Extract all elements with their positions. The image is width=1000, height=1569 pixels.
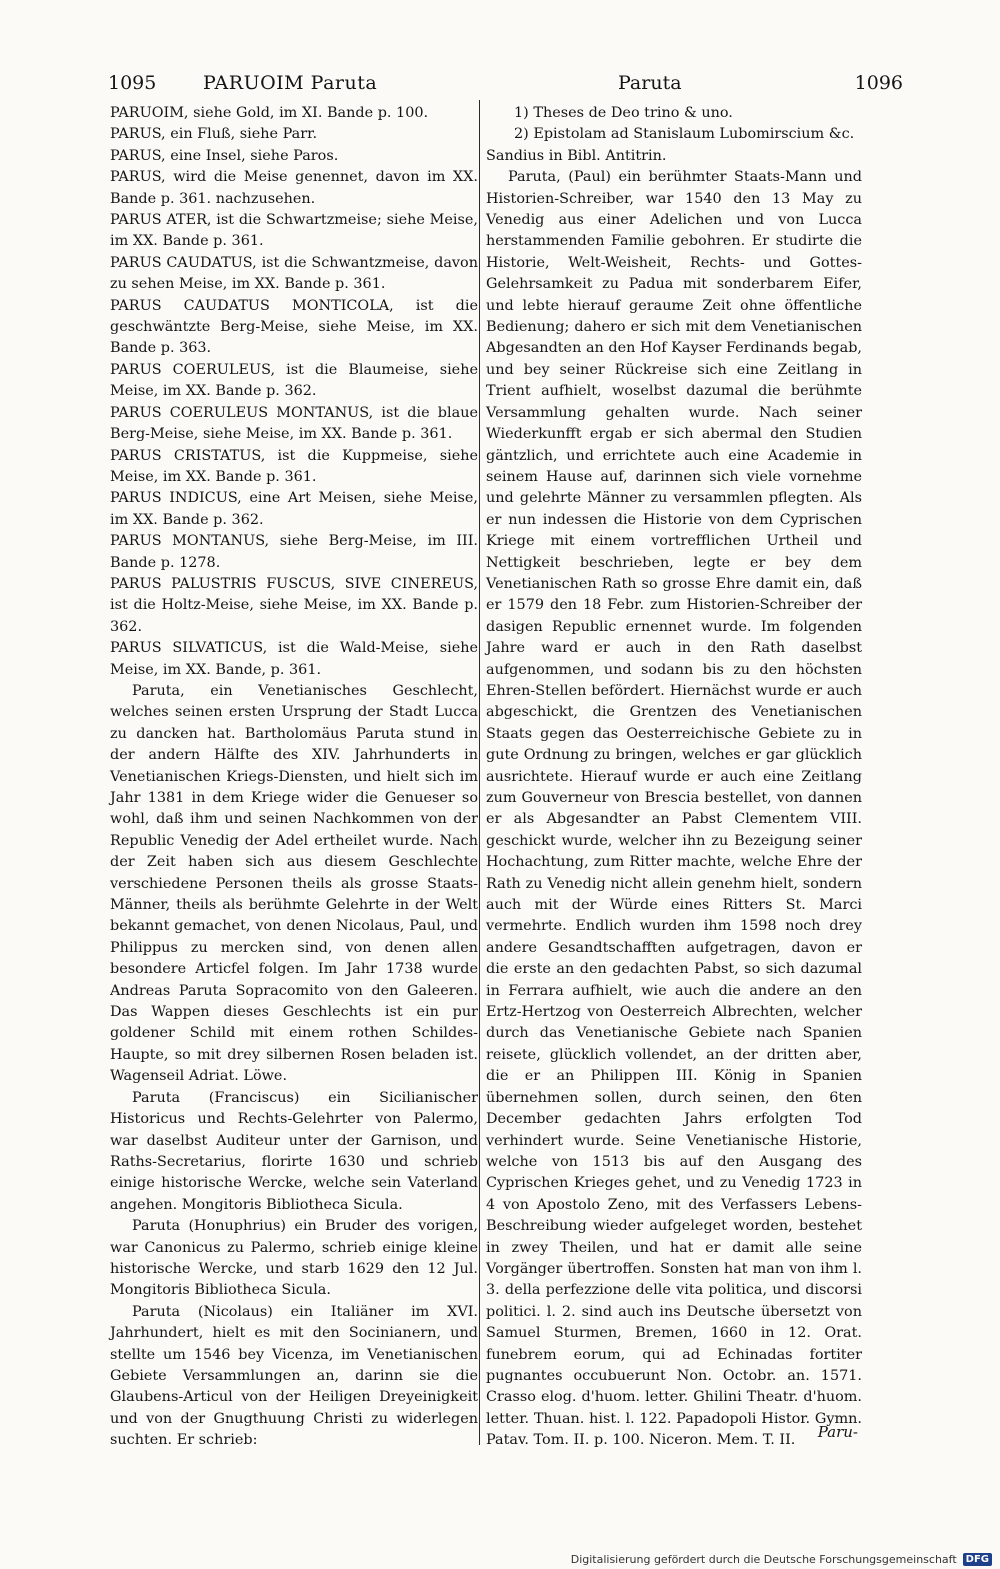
- left-running-title: PARUOIM Paruta: [203, 72, 378, 94]
- digitization-footer: [571, 1553, 992, 1566]
- left-page-number: 1095: [108, 72, 157, 94]
- entry-parus-coeruleus: PARUS COERULEUS, ist die Blaumeise, siehe Meise, im XX. Bande p. 362.: [110, 361, 478, 400]
- entry-parus-indicus: PARUS INDICUS, eine Art Meisen, siehe Meise, im XX. Bande p. 362.: [110, 490, 478, 528]
- entry-paruta-honuphrius: Paruta (Honuphrius) ein Bruder des vorigen, war Canonicus zu Palermo, schrieb einige kleine historische Wercke, und starb 1629 den 12 Jul. Mongitoris Bibliotheca Sicula.: [110, 1218, 478, 1299]
- right-running-title: Paruta: [618, 72, 682, 94]
- entry-paruta-nicolaus: Paruta (Nicolaus) ein Italiäner im XVI. Jahrhundert, hielt es mit den Socinianern, und stellte um 1546 bey Vicenza, im Venetianischen Gebiete Versammlungen an, darinn sie die Glaubens-Articul von der Heiligen Dreyeinigkeit und von der Gnugthuung Christi zu widerlegen suchten. Er schrieb:: [110, 1303, 478, 1449]
- entry-parus-ater: PARUS ATER, ist die Schwartzmeise; siehe Meise, im XX. Bande p. 361.: [110, 212, 478, 250]
- list-item: 2) Epistolam ad Stanislaum Lubomirscium &c.: [514, 126, 855, 143]
- entry-paruta-geschlecht: Paruta, ein Venetianisches Geschlecht, welches seinen ersten Ursprung der Stadt Lucca zu dancken hat. Bartholomäus Paruta stund in der andern Hälfte des XIV. Jahrhunderts in Venetianischen Kriegs-Diensten, und hielt sich im Jahr 1381 in dem Kriege wider die Genueser so wohl, daß ihm und seinen Nachkommen von der Republic Venedig der Adel ertheilet wurde. Nach der Zeit haben sich aus diesem Geschlechte verschiedene Personen theils als grosse Staats-Männer, theils als berühmte Gelehrte in der Welt bekannt gemachet, von denen Nicolaus, Paul, und Philippus zu mercken sind, von denen allen besondere Articfel folgen. Im Jahr 1738 wurde Andreas Paruta Sopracomito von den Galeeren. Das Wappen dieses Geschlechts ist ein pur goldener Schild mit einem rothen Schildes-Haupte, so mit drey silbernen Rosen beladen ist. Wagenseil Adriat. Löwe.: [110, 682, 478, 1085]
- left-column: [110, 103, 478, 1452]
- entry-parus-insel: PARUS, eine Insel, siehe Paros.: [110, 147, 339, 164]
- entry-parus-fluss: PARUS, ein Fluß, siehe Parr.: [110, 126, 318, 143]
- entry-parus-silvaticus: PARUS SILVATICUS, ist die Wald-Meise, siehe Meise, im XX. Bande, p. 361.: [110, 640, 478, 678]
- right-page-number: 1096: [854, 72, 903, 94]
- dfg-logo: DFG: [963, 1553, 992, 1566]
- running-header: [108, 72, 903, 100]
- entry-parus-caudatus: PARUS CAUDATUS, ist die Schwantzmeise, davon zu sehen Meise, im XX. Bande p. 361.: [110, 254, 478, 293]
- source-reference: Sandius in Bibl. Antitrin.: [486, 147, 667, 164]
- column-divider: [479, 100, 480, 1445]
- right-column: [486, 103, 862, 1452]
- entry-parus-montanus: PARUS MONTANUS, siehe Berg-Meise, im III. Bande p. 1278.: [110, 533, 478, 571]
- entry-parus-coeruleus-montanus: PARUS COERULEUS MONTANUS, ist die blaue Berg-Meise, siehe Meise, im XX. Bande p. 361.: [110, 404, 478, 443]
- entry-parus-meise: PARUS, wird die Meise genennet, davon im XX. Bande p. 361. nachzusehen.: [110, 169, 478, 207]
- entry-parus-palustris: PARUS PALUSTRIS FUSCUS, SIVE CINEREUS, ist die Holtz-Meise, siehe Meise, im XX. Bande p. 362.: [110, 575, 478, 635]
- entry-paruta-paul: Paruta, (Paul) ein berühmter Staats-Mann und Historien-Schreiber, war 1540 den 13 May zu Venedig aus einer Adelichen und von Lucca herstammenden Familie gebohren. Er studirte die Historie, Welt-Weisheit, Rechts- und Gottes-Gelehrsamkeit zu Padua mit sonderbarem Eifer, und lebte hierauf geraume Zeit ohne öffentliche Bedienung; dahero er sich mit dem Venetianischen Abgesandten an den Hof Kayser Ferdinands begab, und bey seiner Rückreise sich eine Zeitlang in Trient aufhielt, woselbst dazumal die berühmte Versammlung gehalten wurde. Nach seiner Wiederkunfft ergab er sich abermal den Studien gäntzlich, und errichtete auch eine Academie in seinem Hause auf, darinnen sich viele vornehme und gelehrte Männer zu versammlen pflegten. Als er nun indessen die Historie von dem Cyprischen Kriege mit einem vortrefflichen Urtheil und Nettigkeit beschrieben, legte er bey dem Venetianischen Rath so grosse Ehre damit ein, daß er 1579 den 18 Febr. zum Historien-Schreiber der dasigen Republic ernennet wurde. Im folgenden Jahre ward er auch in den Rath daselbst aufgenommen, und sodann bis zu den höchsten Ehren-Stellen befördert. Hiernächst wurde er auch abgeschickt, die Grentzen des Venetianischen Staats gegen das Oesterreichische Gebiete zu in gute Ordnung zu bringen, welches er gar glücklich ausrichtete. Hierauf wurde er auch eine Zeitlang zum Gouverneur von Brescia bestellet, von dannen er als Abgesandter an Pabst Clementem VIII. geschickt wurde, welcher ihn zu Bezeigung seiner Hochachtung, zum Ritter machte, welche Ehre der Rath zu Venedig nicht allein genehm hielt, sondern auch mit der Würde eines Ritters St. Marci vermehrte. Endlich wurden ihm 1598 noch drey andere Gesandtschafften aufgetragen, davon er die erste an den gedachten Pabst, so sich dazumal in Ferrara aufhielt, wie auch die andere an den Ertz-Hertzog von Oesterreich Albrechten, welcher durch das Venetianische Gebiete nach Spanien reisete, glücklich vollendet, an der dritten aber, die er an Philippen III. König in Spanien übernehmen sollen, durch seinen, den 6ten December gedachten Jahrs erfolgten Tod verhindert wurde. Seine Venetianische Historie, welche von 1513 bis auf den Ausgang des Cyprischen Krieges gehet, und zu Venedig 1723 in 4 von Apostolo Zeno, mit des Verfassers Lebens-Beschreibung wieder aufgeleget worden, bestehet in zwey Theilen, und hat er damit alle seine Vorgänger übertroffen. Sonsten hat man von ihm l. 3. della perfezzione delle vita politica, und discorsi politici. l. 2. sind auch ins Deutsche übersetzt von Samuel Sturmen, Bremen, 1660 in 12. Orat. funebrem eorum, qui ad Echinadas fortiter pugnantes occubuerunt Non. Octobr. an. 1571. Crasso elog. d'huom. letter. Ghilini Theatr. d'huom. letter. Thuan. hist. l. 122. Papadopoli Histor. Gymn. Patav. Tom. II. p. 100. Niceron. Mem. T. II.: [486, 169, 862, 1449]
- list-item: 1) Theses de Deo trino & uno.: [514, 105, 733, 121]
- catchword: Paru-: [817, 1423, 858, 1441]
- entry-paruta-franciscus: Paruta (Franciscus) ein Sicilianischer Historicus und Rechts-Gelehrter von Palermo, war daselbst Auditeur unter der Garnison, und Raths-Secretarius, florirte 1630 und schrieb einige historische Wercke, welche sein Vaterland angehen. Mongitoris Bibliotheca Sicula.: [110, 1089, 478, 1213]
- entry-paruoim: PARUOIM, siehe Gold, im XI. Bande p. 100.: [110, 105, 429, 121]
- footer-text: Digitalisierung gefördert durch die Deutsche Forschungsgemeinschaft: [570, 1553, 957, 1566]
- entry-parus-cristatus: PARUS CRISTATUS, ist die Kuppmeise, siehe Meise, im XX. Bande p. 361.: [110, 447, 478, 485]
- entry-parus-caudatus-monticola: PARUS CAUDATUS MONTICOLA, ist die geschwäntzte Berg-Meise, siehe Meise, im XX. Bande p. 363.: [110, 297, 478, 357]
